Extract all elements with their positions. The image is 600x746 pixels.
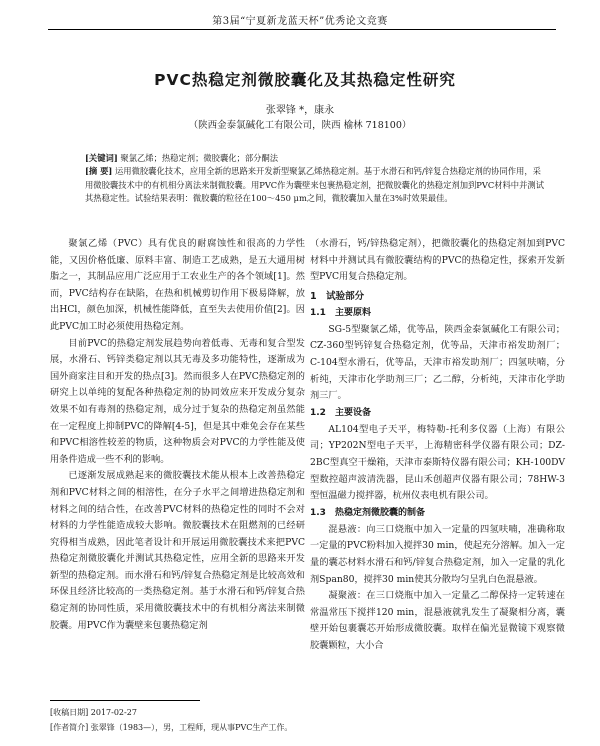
subsection-heading: 1.3 热稳定剂微胶囊的制备 bbox=[310, 507, 425, 518]
paper-title: PVC热稳定剂微胶囊化及其热稳定性研究 bbox=[154, 71, 456, 89]
received-date: [收稿日期] 2017-02-27 bbox=[50, 708, 137, 717]
paragraph: SG-5型聚氯乙烯，优等品，陕西金泰氯碱化工有限公司；CZ-360型钙锌复合热稳定剂，优等品，天津市裕发助剂厂；C-104型水滑石，优等品，天津市裕发助剂厂；四氢呋喃，分析纯，天津市化学助剂三厂；乙二醇，分析纯，天津市化学助剂三厂。 bbox=[310, 323, 565, 402]
paragraph: 已逐渐发展成熟起来的微胶囊技术能从根本上改善热稳定剂和PVC材料之间的相溶性，在分子水平之间增进热稳定剂和材料之间的结合性，在改善PVC材料的热稳定性的同时不会对材料的力学性能造成较大影响。微胶囊技术在阻燃剂的已经研究得相当成熟，因此笔者设计和开展运用微胶囊技术来把PVC热稳定剂微胶囊化并测试其热稳定性，应用全新的思路来开发新型的热稳定剂。而水滑石和钙/锌复合热稳定剂是比较高效和环保且经济比较高的一类热稳定剂。基于水滑石和钙/锌复合热稳定剂的协同性质，采用微胶囊技术中的有机相分离法来制微胶囊。用PVC作为囊壁来包裹热稳定剂 bbox=[50, 470, 305, 631]
section-heading: 1 试验部分 bbox=[310, 290, 365, 302]
paragraph: 凝聚液：在三口烧瓶中加入一定量乙二醇保持一定转速在常温常压下搅拌120 min，混悬液就乳发生了凝聚相分离，囊壁开始包裹囊芯开始形成微胶囊。取样在偏光显微镜下观察微胶囊颗粒，大小合 bbox=[310, 590, 565, 651]
affiliation: （陕西金泰氯碱化工有限公司，陕西 榆林 718100） bbox=[188, 120, 412, 131]
footnote-rule bbox=[50, 700, 200, 701]
subsection-heading: 1.1 主要原料 bbox=[310, 307, 371, 318]
abstract-label: [摘 要] bbox=[85, 166, 113, 176]
journal-header: 第3届“宁夏新龙蓝天杯”优秀论文竞赛 bbox=[212, 16, 388, 27]
keywords-label: [关键词] bbox=[85, 153, 118, 163]
keywords bbox=[85, 152, 545, 166]
paragraph: 聚氯乙烯（PVC）具有优良的耐腐蚀性和很高的力学性能，又因价格低廉、原料丰富、制造工艺成熟，是五大通用树脂之一，其制品应用广泛应用于工农业生产的各个领域[1]。然而，PVC结构存在缺陷，在热和机械剪切作用下极易降解，放出HCl，颜色加深，机械性能降低，直至失去使用价值[2]。因此PVC加工时必须使用热稳定剂。 bbox=[50, 238, 305, 332]
paragraph: AL104型电子天平，梅特勒-托利多仪器（上海）有限公司；YP202N型电子天平，上海精密科学仪器有限公司；DZ-2BC型真空干燥箱，天津市泰斯特仪器有限公司；KH-100DV型数控超声波清洗器，昆山禾创超声仪器有限公司；78HW-3型恒温磁力搅拌器，杭州仪表电机有限公司。 bbox=[310, 423, 565, 502]
author-bio: [作者简介] 张翠锋（1983—），男，工程师，现从事PVC生产工作。 bbox=[50, 723, 293, 732]
subsection-heading: 1.2 主要设备 bbox=[310, 407, 371, 418]
authors: 张翠锋 *，康永 bbox=[265, 105, 335, 116]
abstract bbox=[85, 165, 545, 206]
left-column bbox=[50, 236, 305, 634]
header-rule bbox=[48, 29, 556, 30]
keywords-text: 聚氯乙烯；热稳定剂；微胶囊化；部分酮法 bbox=[120, 153, 279, 163]
paragraph: 混悬液：向三口烧瓶中加入一定量的四氢呋喃，准确称取一定量的PVC粉料加入搅拌30 min，使起充分溶解。加入一定量的囊芯材料水滑石和钙/锌复合热稳定剂，加入一定量的乳化剂Span80，搅拌30 min使其分散均匀呈乳白色混悬液。 bbox=[310, 523, 565, 585]
right-column bbox=[310, 236, 565, 654]
paragraph: 目前PVC的热稳定剂发展趋势向着低毒、无毒和复合型发展，水滑石、钙锌类稳定剂以其无毒及多功能特性，逐渐成为国外商家注目和开发的热点[3]。然而很多人在PVC热稳定剂的研究上以单纯的复配各种热稳定剂的协同效应来开发成分复杂效果不如有毒剂的热稳定剂，成分过于复杂的热稳定剂虽然能在一定程度上抑制PVC的降解[4-5]，但是其中难免会存在某些和PVC相溶性较差的物质，这种物质会对PVC的力学性能及使用条件造成一些不利的影响。 bbox=[50, 337, 305, 465]
abstract-text: 运用微胶囊化技术，应用全新的思路来开发新型聚氯乙烯热稳定剂。基于水滑石和钙/锌复合热稳定剂的协同作用，采用微胶囊技术中的有机相分离法来制微胶囊。用PVC作为囊壁来包裹热稳定剂，把微胶囊化的热稳定剂加到PVC材料中并测试其热稳定性。试验结果表明：微胶囊的粒径在100～450 μm之间，微胶囊加入量在3%时效果最佳。 bbox=[85, 166, 544, 203]
paragraph: （水滑石，钙/锌热稳定剂），把微胶囊化的热稳定剂加到PVC材料中并测试具有微胶囊结构的PVC的热稳定性，探索开发新型PVC用复合热稳定剂。 bbox=[310, 238, 565, 283]
